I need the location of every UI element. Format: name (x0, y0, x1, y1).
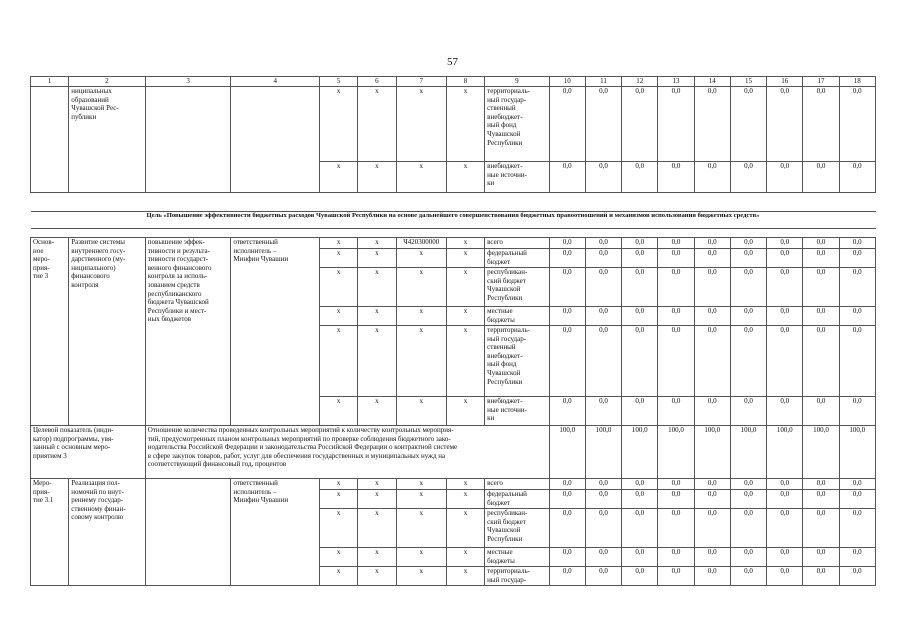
col5-cell: x (320, 326, 358, 397)
indicator-value: 100,0 (622, 426, 658, 479)
value-cell: 0,0 (549, 268, 585, 307)
value-cell: 0,0 (585, 249, 621, 268)
value-cell: 0,0 (767, 567, 803, 586)
indicator-value: 100,0 (803, 426, 839, 479)
value-cell: 0,0 (585, 567, 621, 586)
col8-cell: x (446, 307, 484, 326)
value-cell: 0,0 (803, 238, 839, 249)
value-cell: 0,0 (839, 162, 875, 193)
col7-cell: x (396, 509, 446, 548)
indicator-value: 100,0 (694, 426, 730, 479)
col6-cell: x (358, 326, 396, 397)
col5-cell: x (320, 397, 358, 426)
value-cell: 0,0 (803, 509, 839, 548)
col3-cell (145, 87, 231, 193)
value-cell: 0,0 (549, 479, 585, 490)
measure-number: Основ- ное меро- прия- тие 3 (31, 238, 69, 426)
value-cell: 0,0 (730, 307, 766, 326)
table-row (31, 87, 876, 162)
spacer-cell (31, 193, 876, 212)
col5-cell: x (320, 238, 358, 249)
col7-cell: x (396, 397, 446, 426)
value-cell: 0,0 (658, 162, 694, 193)
col6-cell: x (358, 87, 396, 162)
value-cell: 0,0 (585, 326, 621, 397)
col5-cell: x (320, 490, 358, 509)
value-cell: 0,0 (803, 249, 839, 268)
budget-table (30, 76, 876, 586)
spacer-cell (31, 229, 876, 238)
column-number: 10 (549, 77, 585, 87)
value-cell: 0,0 (730, 479, 766, 490)
value-cell: 0,0 (549, 509, 585, 548)
value-cell: 0,0 (839, 87, 875, 162)
value-cell: 0,0 (730, 567, 766, 586)
col6-cell: x (358, 268, 396, 307)
value-cell: 0,0 (839, 326, 875, 397)
col8-cell: x (446, 87, 484, 162)
spacer-row (31, 229, 876, 238)
value-cell: 0,0 (694, 548, 730, 567)
col6-cell: x (358, 249, 396, 268)
value-cell: 0,0 (694, 249, 730, 268)
value-cell: 0,0 (803, 567, 839, 586)
value-cell: 0,0 (767, 397, 803, 426)
col8-cell: x (446, 567, 484, 586)
value-cell: 0,0 (658, 238, 694, 249)
value-cell: 0,0 (585, 268, 621, 307)
col7-cell: x (396, 249, 446, 268)
col5-cell: x (320, 509, 358, 548)
column-number: 9 (485, 77, 549, 87)
col8-cell: x (446, 509, 484, 548)
indicator-value: 100,0 (730, 426, 766, 479)
col6-cell: x (358, 509, 396, 548)
column-number: 5 (320, 77, 358, 87)
value-cell: 0,0 (585, 162, 621, 193)
value-cell: 0,0 (585, 87, 621, 162)
col6-cell: x (358, 479, 396, 490)
source-cell: федеральный бюджет (485, 249, 549, 268)
value-cell: 0,0 (694, 162, 730, 193)
column-number: 6 (358, 77, 396, 87)
value-cell: 0,0 (549, 548, 585, 567)
col7-cell: x (396, 268, 446, 307)
source-cell: внебюджет- ные источни- ки (485, 162, 549, 193)
col6-cell: x (358, 397, 396, 426)
source-cell: местные бюджеты (485, 548, 549, 567)
goal-row (31, 212, 876, 229)
value-cell: 0,0 (694, 268, 730, 307)
value-cell: 0,0 (622, 509, 658, 548)
value-cell: 0,0 (658, 268, 694, 307)
value-cell: 0,0 (839, 238, 875, 249)
col8-cell: x (446, 238, 484, 249)
value-cell: 0,0 (803, 268, 839, 307)
value-cell: 0,0 (694, 567, 730, 586)
value-cell: 0,0 (803, 307, 839, 326)
col7-cell: x (396, 162, 446, 193)
column-number: 3 (145, 77, 231, 87)
col8-cell: x (446, 249, 484, 268)
source-cell: внебюджет- ные источни- ки (485, 397, 549, 426)
value-cell: 0,0 (730, 238, 766, 249)
value-cell: 0,0 (767, 249, 803, 268)
value-cell: 0,0 (549, 162, 585, 193)
value-cell: 0,0 (730, 268, 766, 307)
source-cell: территориаль- ный государ- (485, 567, 549, 586)
value-cell: 0,0 (549, 307, 585, 326)
column-number: 15 (730, 77, 766, 87)
col8-cell: x (446, 479, 484, 490)
column-number: 11 (585, 77, 621, 87)
value-cell: 0,0 (549, 567, 585, 586)
indicator-value: 100,0 (549, 426, 585, 479)
col5-cell: x (320, 162, 358, 193)
value-cell: 0,0 (694, 490, 730, 509)
value-cell: 0,0 (839, 268, 875, 307)
indicator-value: 100,0 (767, 426, 803, 479)
value-cell: 0,0 (694, 87, 730, 162)
value-cell: 0,0 (767, 162, 803, 193)
value-cell: 0,0 (803, 162, 839, 193)
value-cell: 0,0 (730, 87, 766, 162)
col7-cell: x (396, 567, 446, 586)
responsible-executor: ответственный исполнитель – Минфин Чувашии (231, 479, 320, 586)
value-cell: 0,0 (767, 326, 803, 397)
col6-cell: x (358, 307, 396, 326)
value-cell: 0,0 (585, 307, 621, 326)
indicator-value: 100,0 (585, 426, 621, 479)
value-cell: 0,0 (767, 490, 803, 509)
column-number: 1 (31, 77, 69, 87)
col7-cell: x (396, 548, 446, 567)
value-cell: 0,0 (694, 479, 730, 490)
goal-text: Цель «Повышение эффективности бюджетных расходов Чувашской Республики на основе дальнейшего совершенствования бюджетных правоотношений и механизмов использования бюджетных средств» (31, 212, 876, 229)
value-cell: 0,0 (585, 509, 621, 548)
source-cell: федеральный бюджет (485, 490, 549, 509)
value-cell: 0,0 (585, 479, 621, 490)
value-cell: 0,0 (767, 87, 803, 162)
value-cell: 0,0 (730, 162, 766, 193)
value-cell: 0,0 (549, 326, 585, 397)
value-cell: 0,0 (549, 249, 585, 268)
col5-cell: x (320, 268, 358, 307)
value-cell: 0,0 (622, 162, 658, 193)
col8-cell: x (446, 490, 484, 509)
value-cell: 0,0 (658, 326, 694, 397)
value-cell: 0,0 (658, 249, 694, 268)
value-cell: 0,0 (730, 397, 766, 426)
col8-cell: x (446, 548, 484, 567)
column-number: 7 (396, 77, 446, 87)
column-number: 4 (231, 77, 320, 87)
col6-cell: x (358, 238, 396, 249)
value-cell: 0,0 (730, 490, 766, 509)
value-cell: 0,0 (730, 548, 766, 567)
col6-cell: x (358, 548, 396, 567)
col5-cell: x (320, 307, 358, 326)
value-cell: 0,0 (730, 509, 766, 548)
value-cell: 0,0 (549, 490, 585, 509)
col6-cell: x (358, 567, 396, 586)
col8-cell: x (446, 397, 484, 426)
indicator-value: 100,0 (658, 426, 694, 479)
source-cell: республикан- ский бюджет Чувашской Республики (485, 268, 549, 307)
value-cell: 0,0 (622, 307, 658, 326)
value-cell: 0,0 (730, 326, 766, 397)
column-number: 18 (839, 77, 875, 87)
col8-cell: x (446, 268, 484, 307)
value-cell: 0,0 (658, 490, 694, 509)
column-number: 14 (694, 77, 730, 87)
source-cell: всего (485, 238, 549, 249)
value-cell: 0,0 (585, 397, 621, 426)
value-cell: 0,0 (767, 268, 803, 307)
table-body (31, 77, 876, 586)
spacer-row (31, 193, 876, 212)
value-cell: 0,0 (839, 307, 875, 326)
value-cell: 0,0 (585, 490, 621, 509)
value-cell: 0,0 (694, 397, 730, 426)
source-cell: всего (485, 479, 549, 490)
value-cell: 0,0 (622, 268, 658, 307)
value-cell: 0,0 (767, 238, 803, 249)
value-cell: 0,0 (767, 548, 803, 567)
value-cell: 0,0 (839, 567, 875, 586)
value-cell: 0,0 (658, 548, 694, 567)
value-cell: 0,0 (622, 249, 658, 268)
value-cell: 0,0 (803, 87, 839, 162)
col5-cell: x (320, 479, 358, 490)
value-cell: 0,0 (839, 479, 875, 490)
col7-cell: x (396, 326, 446, 397)
value-cell: 0,0 (658, 397, 694, 426)
value-cell: 0,0 (658, 87, 694, 162)
col5-cell: x (320, 567, 358, 586)
value-cell: 0,0 (622, 238, 658, 249)
page-number: 57 (447, 56, 458, 68)
col8-cell: x (446, 326, 484, 397)
value-cell: 0,0 (622, 490, 658, 509)
value-cell: 0,0 (839, 490, 875, 509)
measure-goal (145, 479, 231, 586)
value-cell: 0,0 (839, 249, 875, 268)
value-cell: 0,0 (658, 509, 694, 548)
column-number: 2 (69, 77, 146, 87)
col4-cell (231, 87, 320, 193)
indicator-row (31, 426, 876, 479)
column-number-row (31, 77, 876, 87)
col5-cell: x (320, 249, 358, 268)
value-cell: 0,0 (694, 238, 730, 249)
value-cell: 0,0 (549, 238, 585, 249)
indicator-label: Целевой показатель (инди- катор) подпрограммы, увя- занный с основным меро- приятием 3 (31, 426, 146, 479)
measure-goal: повышение эффек- тивности и результа- тивности государст- венного финансового контроля за исполь- зованием средств республиканского бюджета Чувашской Республики и мест- ных бюджетов (145, 238, 231, 426)
value-cell: 0,0 (767, 307, 803, 326)
value-cell: 0,0 (622, 567, 658, 586)
value-cell: 0,0 (839, 397, 875, 426)
value-cell: 0,0 (839, 509, 875, 548)
column-number: 17 (803, 77, 839, 87)
measure-number: Меро- прия- тие 3.1 (31, 479, 69, 586)
col7-cell: x (396, 490, 446, 509)
value-cell: 0,0 (694, 307, 730, 326)
value-cell: 0,0 (549, 397, 585, 426)
measure-name: Развитие системы внутреннего госу- дарственного (му- ниципального) финансового контроля (69, 238, 146, 426)
col7-cell: x (396, 87, 446, 162)
col5-cell: x (320, 87, 358, 162)
value-cell: 0,0 (622, 479, 658, 490)
value-cell: 0,0 (622, 548, 658, 567)
column-number: 8 (446, 77, 484, 87)
value-cell: 0,0 (767, 509, 803, 548)
value-cell: 0,0 (694, 509, 730, 548)
value-cell: 0,0 (730, 249, 766, 268)
col7-cell: x (396, 307, 446, 326)
col6-cell: x (358, 162, 396, 193)
value-cell: 0,0 (585, 548, 621, 567)
value-cell: 0,0 (767, 479, 803, 490)
col6-cell: x (358, 490, 396, 509)
value-cell: 0,0 (803, 490, 839, 509)
value-cell: 0,0 (585, 238, 621, 249)
column-number: 12 (622, 77, 658, 87)
column-number: 16 (767, 77, 803, 87)
value-cell: 0,0 (839, 548, 875, 567)
value-cell: 0,0 (658, 479, 694, 490)
value-cell: 0,0 (658, 307, 694, 326)
measure-name: Реализация пол- номочий по внут- реннему государ- ственному финан- совому контролю (69, 479, 146, 586)
col2-cell: ниципальных образований Чувашской Рес- публики (69, 87, 146, 193)
indicator-text: Отношение количества проведенных контрольных мероприятий к количеству контрольных мероприя- тий, предусмотренных планом контрольных мероприятий по проверке соблюдения бюджетного зако- нодательства Российской Федерации и законодательства Российской Федерации о контрактной системе в сфере закупок товаров, работ, услуг для обеспечения государственных и муниципальных нужд на соответствующий финансовый год, процентов (145, 426, 549, 479)
value-cell: 0,0 (694, 326, 730, 397)
value-cell: 0,0 (803, 326, 839, 397)
table-row (31, 238, 876, 249)
col7-cell: Ч420300000 (396, 238, 446, 249)
value-cell: 0,0 (549, 87, 585, 162)
col1-cell (31, 87, 69, 193)
indicator-value: 100,0 (839, 426, 875, 479)
col5-cell: x (320, 548, 358, 567)
value-cell: 0,0 (622, 326, 658, 397)
value-cell: 0,0 (622, 87, 658, 162)
value-cell: 0,0 (803, 548, 839, 567)
source-cell: территориаль- ный государ- ственный внебюджет- ный фонд Чувашской Республики (485, 87, 549, 162)
column-number: 13 (658, 77, 694, 87)
value-cell: 0,0 (803, 397, 839, 426)
source-cell: территориаль- ный государ- ственный внебюджет- ный фонд Чувашской Республики (485, 326, 549, 397)
value-cell: 0,0 (622, 397, 658, 426)
col8-cell: x (446, 162, 484, 193)
source-cell: республикан- ский бюджет Чувашской Республики (485, 509, 549, 548)
value-cell: 0,0 (803, 479, 839, 490)
col7-cell: x (396, 479, 446, 490)
table-row (31, 479, 876, 490)
source-cell: местные бюджеты (485, 307, 549, 326)
value-cell: 0,0 (658, 567, 694, 586)
responsible-executor: ответственный исполнитель – Минфин Чувашии (231, 238, 320, 426)
